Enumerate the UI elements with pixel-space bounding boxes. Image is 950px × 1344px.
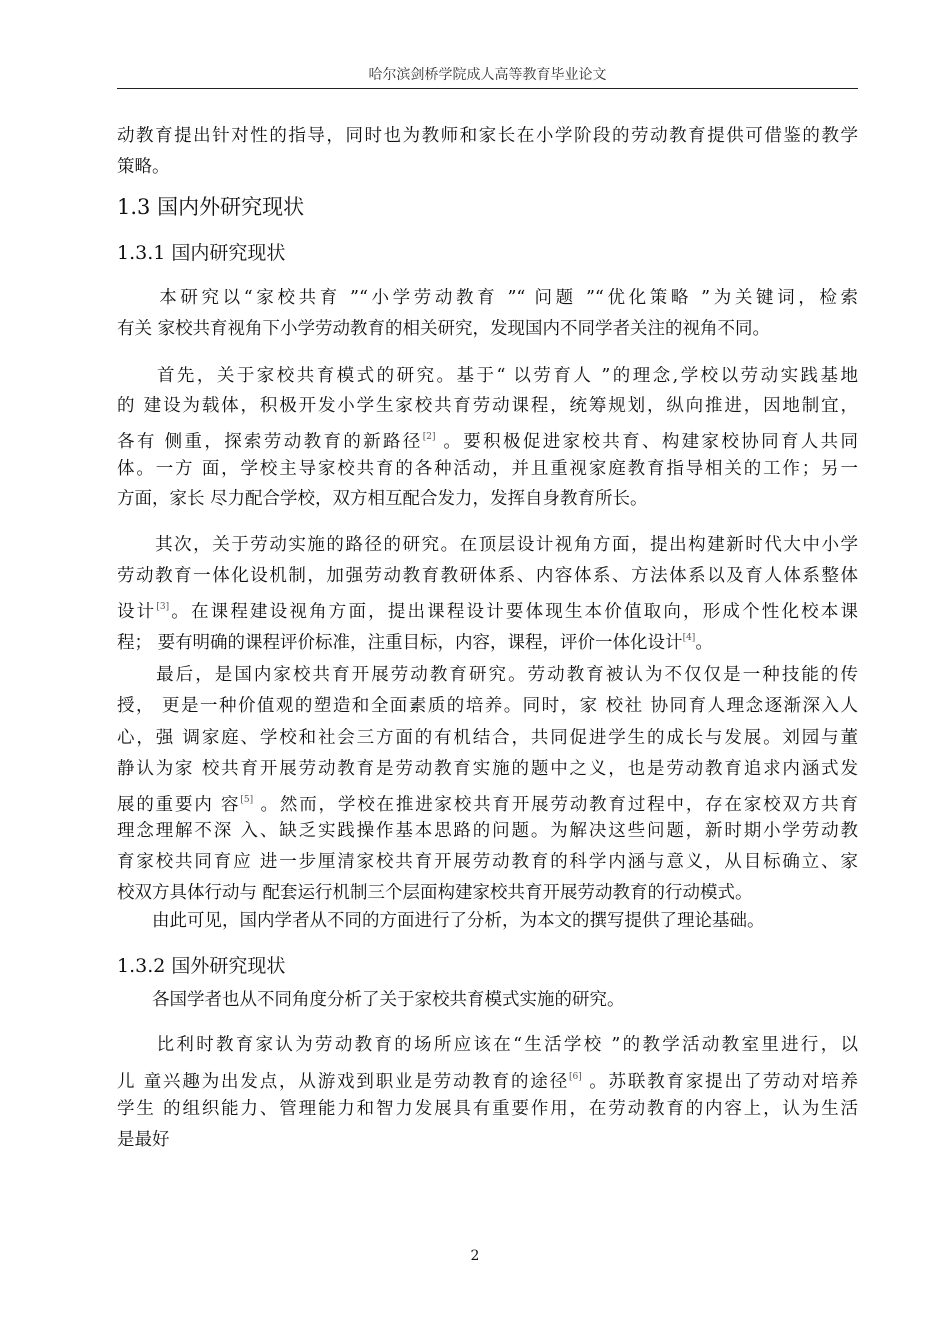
text-line [117,286,858,310]
text-line [117,457,858,481]
line-text: 1.3.2 国外研究现状 [117,955,286,977]
line-text: 策略。 [117,157,170,177]
page-number: 2 [470,1248,480,1264]
line-text: 育家校共同育应 进一步厘清家校共育开展劳动教育的科学内涵与意义，从目标确立、家 [117,852,858,872]
text-line [117,394,858,418]
text-line [117,564,858,588]
text-line [117,909,858,933]
text-line [117,626,858,655]
section-heading [117,954,858,978]
line-text: 比利时教育家认为劳动教育的场所应该在“生活学校 ”的教学活动教室里进行，以 [117,1035,858,1055]
text-line [117,533,858,557]
text-line [117,663,858,687]
text-line [117,595,858,624]
section-heading [117,195,858,219]
line-text: 。在课程建设视角方面，提出课程设计要体现生本价值取向，形成个性化校本课 [169,602,859,622]
text-line [117,155,858,179]
line-text: 授， 更是一种价值观的塑造和全面素质的培养。同时，家 校社 协同育人理念逐渐深入人 [117,696,858,716]
line-text: 静认为家 校共育开展劳动教育是劳动教育实施的题中之义，也是劳动教育追求内涵式发 [117,759,858,779]
line-text: 由此可见，国内学者从不同的方面进行了分析，为本文的撰写提供了理论基础。 [117,911,765,931]
line-text: 方面，家长 尽力配合学校，双方相互配合发力，发挥自身教育所长。 [117,489,648,509]
line-text: 本研究以“家校共育 ”“小学劳动教育 ”“ 问题 ”“优化策略 ”为关键词，检索 [117,288,858,308]
running-header: 哈尔滨剑桥学院成人高等教育毕业论文 [368,67,607,83]
text-line [117,694,858,718]
line-text: 展的重要内 容 [117,795,241,815]
line-text: 动教育提出针对性的指导，同时也为教师和家长在小学阶段的劳动教育提供可借鉴的教学 [117,126,858,146]
line-text: 。苏联教育家提出了劳动对培养 [581,1072,859,1092]
header-rule [117,88,858,89]
line-text: 最后，是国内家校共育开展劳动教育研究。劳动教育被认为不仅仅是一种技能的传 [117,665,858,685]
line-text: 。 [695,633,713,653]
text-line [117,124,858,148]
line-text: 。要积极促进家校共育、构建家校协同育人共同 [435,432,859,452]
line-text: 校双方具体行动与 配套运行机制三个层面构建家校共育开展劳动教育的行动模式。 [117,883,753,903]
text-line [117,819,858,843]
text-line [117,487,858,511]
text-line [117,1097,858,1121]
section-heading [117,241,858,265]
citation-ref: [6] [569,1072,582,1082]
line-text: 的 建设为载体，积极开发小学生家校共育劳动课程，统筹规划，纵向推进，因地制宜， [117,396,858,416]
line-text: 是最好 [117,1130,170,1150]
text-line [117,425,858,454]
text-line [117,317,858,341]
citation-ref: [4] [682,633,696,643]
text-line [117,757,858,781]
line-text: 其次，关于劳动实施的路径的研究。在顶层设计视角方面，提出构建新时代大中小学 [117,535,858,555]
text-line [117,1128,858,1152]
text-line [117,364,858,388]
line-text: 学生 的组织能力、管理能力和智力发展具有重要作用，在劳动教育的内容上，认为生活 [117,1099,858,1119]
text-line [117,988,858,1012]
line-text: 1.3.1 国内研究现状 [117,242,286,264]
line-text: 儿 童兴趣为出发点，从游戏到职业是劳动教育的途径 [117,1072,570,1092]
text-line [117,788,858,817]
line-text: 设计 [117,602,157,622]
line-text: 劳动教育一体化设机制，加强劳动教育教研体系、内容体系、方法体系以及育人体系整体 [117,566,858,586]
line-text: 各有 侧重，探索劳动教育的新路径 [117,432,423,452]
text-line [117,1033,858,1057]
line-text: 。然而，学校在推进家校共育开展劳动教育过程中，存在家校双方共育 [253,795,859,815]
line-text: 体。一方 面，学校主导家校共育的各种活动，并且重视家庭教育指导相关的工作；另一 [117,459,858,479]
line-text: 心，强 调家庭、学校和社会三方面的有机结合，共同促进学生的成长与发展。刘园与董 [117,728,858,748]
citation-ref: [3] [156,602,170,612]
text-line [117,1065,858,1094]
line-text: 理念理解不深 入、缺乏实践操作基本思路的问题。为解决这些问题，新时期小学劳动教 [117,821,858,841]
line-text: 各国学者也从不同角度分析了关于家校共育模式实施的研究。 [117,990,625,1010]
line-text: 程； 要有明确的课程评价标准，注重目标，内容，课程，评价一体化设计 [117,633,683,653]
line-text: 首先，关于家校共育模式的研究。基于“ 以劳育人 ”的理念,学校以劳动实践基地 [117,366,858,386]
line-text: 1.3 国内外研究现状 [117,195,305,219]
citation-ref: [2] [422,432,436,442]
text-line [117,881,858,905]
citation-ref: [5] [240,795,254,805]
text-line [117,850,858,874]
line-text: 有关 家校共育视角下小学劳动教育的相关研究，发现国内不同学者关注的视角不同。 [117,319,771,339]
text-line [117,726,858,750]
